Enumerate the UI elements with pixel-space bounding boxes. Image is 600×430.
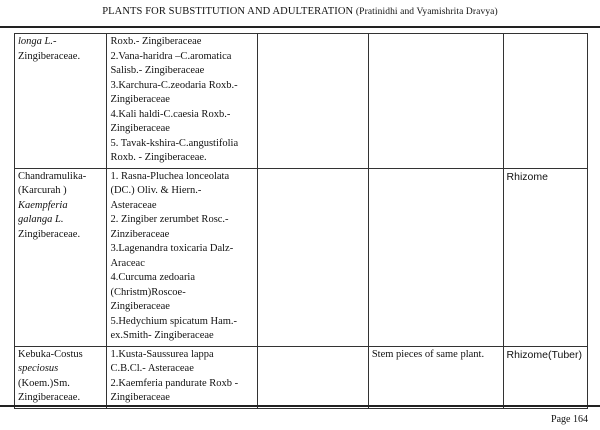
adulterant-cell: [258, 346, 369, 408]
substitute-line: 5.Hedychium spicatum Ham.-: [110, 315, 238, 327]
table-row: [15, 168, 588, 346]
substitute-line: ex.Smith- Zingiberaceae: [110, 330, 214, 341]
plant-name-line: Chandramulika-: [18, 170, 87, 182]
substitute-line: 3.Lagenandra toxicaria Dalz-: [110, 243, 234, 254]
substitute-line: 2. Zingiber zerumbet Rosc.-: [110, 214, 229, 225]
part-used-cell: Rhizome: [503, 168, 587, 346]
plant-name-line: longa L.-: [18, 36, 57, 47]
substitute-line: Zingiberaceae: [110, 392, 170, 403]
plant-name-line: Zingiberaceae.: [18, 50, 81, 62]
plant-name-line: galanga L.: [18, 214, 64, 225]
plant-name-line: (Koem.)Sm.: [18, 377, 70, 389]
header-rule: [0, 26, 600, 28]
substitute-line: 1.Kusta-Saussurea lappa: [110, 348, 214, 360]
substitute-line: C.B.Cl.- Asteraceae: [110, 363, 194, 374]
plant-name-line: Kaempferia: [18, 199, 68, 211]
substitute-cell: [107, 168, 258, 346]
plant-name-line: speciosus: [18, 363, 59, 374]
page-number: Page 164: [551, 414, 588, 425]
plant-name-line: (Karcurah ): [18, 185, 67, 196]
page-header: [0, 6, 600, 17]
part-used-cell: Rhizome(Tuber): [503, 346, 587, 408]
substitute-cell: [107, 346, 258, 408]
header-subtitle: (Pratinidhi and Vyamishrita Dravya): [355, 7, 498, 17]
substitute-cell: [107, 34, 258, 169]
substitute-line: Araceac: [110, 257, 145, 269]
substitute-line: 5. Tavak-kshira-C.angustifolia: [110, 137, 239, 149]
plant-cell: [15, 168, 107, 346]
substitute-line: Asteraceae: [110, 199, 157, 211]
note-cell: Stem pieces of same plant.: [368, 346, 503, 408]
adulterant-cell: [258, 34, 369, 169]
substitute-line: 2.Kaemferia pandurate Roxb -: [110, 377, 239, 389]
plant-name-line: Zingiberaceae.: [18, 228, 81, 240]
substitute-line: 1. Rasna-Pluchea lonceolata: [110, 170, 230, 182]
substitute-line: Salisb.- Zingiberaceae: [110, 65, 205, 76]
plant-cell: [15, 346, 107, 408]
note-cell: [368, 168, 503, 346]
substitute-line: Zingiberaceae: [110, 123, 170, 134]
substitute-line: 4.Kali haldi-C.caesia Roxb.-: [110, 108, 231, 120]
substitute-line: 2.Vana-haridra –C.aromatica: [110, 50, 232, 62]
substitute-line: (Christm)Roscoe-: [110, 286, 186, 298]
substitute-line: Roxb.- Zingiberaceae: [110, 36, 202, 47]
table-row: [15, 346, 588, 408]
substitute-line: Zingiberaceae: [110, 301, 170, 312]
substitute-line: 3.Karchura-C.zeodaria Roxb.-: [110, 79, 238, 91]
plant-cell: [15, 34, 107, 169]
table-row: [15, 34, 588, 169]
part-used-cell: [503, 34, 587, 169]
adulterant-cell: [258, 168, 369, 346]
header-title: PLANTS FOR SUBSTITUTION AND ADULTERATION: [102, 6, 354, 17]
substitute-line: 4.Curcuma zedoaria: [110, 272, 196, 283]
note-cell: [368, 34, 503, 169]
substitute-line: Zinziberaceae: [110, 228, 170, 240]
substitute-line: Roxb. - Zingiberaceae.: [110, 152, 207, 163]
substitution-table: [14, 33, 588, 409]
plant-name-line: Zingiberaceae.: [18, 392, 81, 403]
substitute-line: Zingiberaceae: [110, 94, 170, 105]
substitute-line: (DC.) Oliv. & Hiern.-: [110, 185, 202, 196]
plant-name-line: Kebuka-Costus: [18, 348, 83, 360]
footer-rule: [0, 405, 600, 407]
